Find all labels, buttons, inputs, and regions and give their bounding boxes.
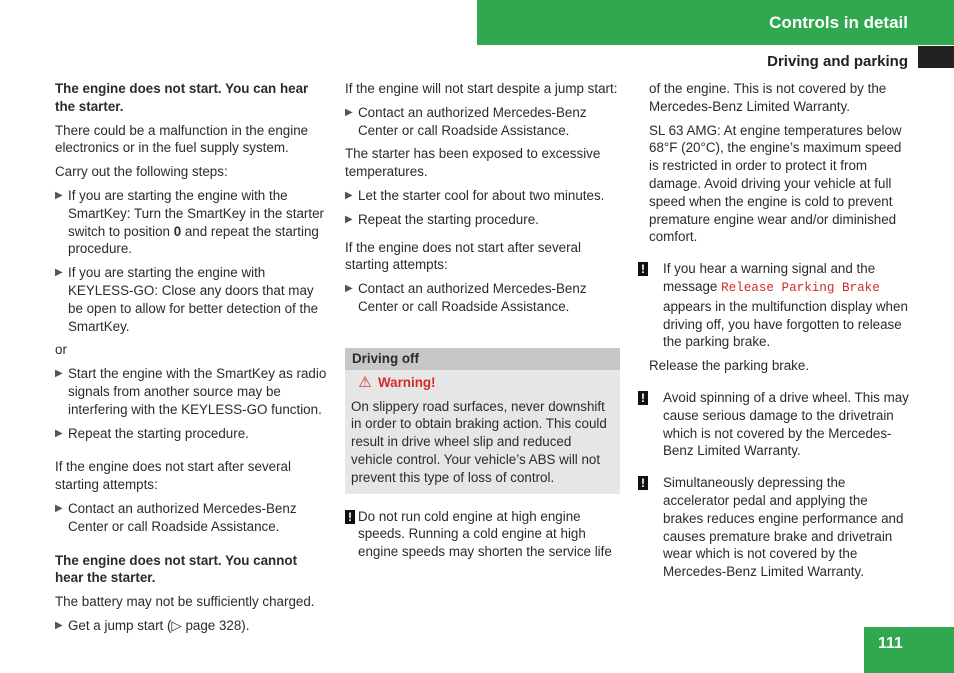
warning-text: On slippery road surfaces, never downshift in order to obtain braking action. This could result in drive wheel slip and reduced vehicle control. Your vehicle’s ABS will not prevent this type of loss of control. <box>351 398 607 485</box>
chapter-header <box>477 0 954 45</box>
page-number: 111 <box>864 627 954 673</box>
triangle-right-icon: ▶ <box>345 189 353 201</box>
paragraph: Release the parking brake. <box>649 358 810 374</box>
list-item: ▶ If you are starting the engine with the SmartKey: Turn the SmartKey in the starter switch to position 0 and repeat the starting procedure. <box>55 187 325 257</box>
triangle-right-icon: ▶ <box>345 106 353 118</box>
triangle-right-icon: ▶ <box>55 427 63 439</box>
list-item: ▶ Contact an authorized Mercedes-Benz Center or call Roadside Assistance. <box>55 500 297 534</box>
display-message: Release Parking Brake <box>721 280 880 295</box>
paragraph: The battery may not be sufficiently charged. <box>55 594 315 610</box>
section-title: Driving and parking <box>767 53 908 70</box>
triangle-right-icon: ▶ <box>55 267 63 279</box>
list-item: ▶ If you are starting the engine with KEYLESS-GO: Close any doors that may be open to allow for better detection of the SmartKey. <box>55 265 319 334</box>
note-item: ! If you hear a warning signal and the message Release Parking Brake appears in the multifunction display when driving off, you have forgotten to release the parking brake. <box>649 260 911 351</box>
list-item: ▶ Repeat the starting procedure. <box>345 211 539 227</box>
heading-starter-not-heard: The engine does not start. You cannot hear the starter. <box>55 552 298 586</box>
paragraph: If the engine does not start after several starting attempts: <box>55 459 291 493</box>
list-item: ▶ Let the starter cool for about two minutes. <box>345 187 605 203</box>
note-item: ! Simultaneously depressing the accelerator pedal and applying the brakes reduces engine performance and causes premature brake and drivetrain wear which is not covered by the Mercedes-Benz Limited Warranty. <box>649 474 911 581</box>
paragraph: If the engine will not start despite a jump start: <box>345 81 618 96</box>
triangle-right-icon: ▶ <box>55 619 63 631</box>
paragraph: or <box>55 342 67 358</box>
list-item: ▶ Repeat the starting procedure. <box>55 425 249 441</box>
chapter-title: Controls in detail <box>769 13 908 32</box>
note-item: ! Avoid spinning of a drive wheel. This may cause serious damage to the drivetrain which is not covered by the Mercedes-Benz Limited Warranty. <box>649 389 911 460</box>
triangle-right-icon: ▶ <box>55 368 63 380</box>
exclamation-icon: ! <box>638 476 648 490</box>
paragraph: SL 63 AMG: At engine temperatures below 68°F (20°C), the engine’s maximum speed is restricted in order to protect it from damage. Avoid driving your vehicle at full speed when the engine is cold to prevent premature engine wear and/or diminished comfort. <box>649 122 902 245</box>
warning-box: ⚠ Warning! On slippery road surfaces, never downshift in order to obtain braking action. This could result in drive wheel slip and reduced vehicle control. Your vehicle’s ABS will not prevent this type of loss of control. <box>345 370 620 494</box>
column-1 <box>55 80 328 641</box>
heading-starter-heard: The engine does not start. You can hear the starter. <box>55 81 309 114</box>
paragraph: Carry out the following steps: <box>55 164 228 180</box>
subheading-driving-off: Driving off <box>345 348 620 370</box>
list-item: ▶ Start the engine with the SmartKey as radio signals from another source may be interfering with the KEYLESS-GO function. <box>55 366 327 417</box>
paragraph: The starter has been exposed to excessive temperatures. <box>345 146 601 180</box>
exclamation-icon: ! <box>638 262 648 276</box>
list-item: ▶ Contact an authorized Mercedes-Benz Center or call Roadside Assistance. <box>345 281 587 314</box>
list-item <box>55 617 328 635</box>
list-item: ▶ Contact an authorized Mercedes-Benz Center or call Roadside Assistance. <box>345 104 587 138</box>
column-3 <box>641 80 911 587</box>
triangle-right-icon: ▶ <box>55 189 63 201</box>
warning-triangle-icon: ⚠ <box>358 373 372 391</box>
triangle-right-icon: ▶ <box>345 213 353 225</box>
paragraph: There could be a malfunction in the engine electronics or in the fuel supply system. <box>55 122 309 156</box>
triangle-right-icon: ▶ <box>55 502 63 514</box>
section-tab-marker <box>918 46 954 68</box>
column-2 <box>345 80 620 567</box>
exclamation-icon: ! <box>345 510 355 524</box>
triangle-right-icon: ▶ <box>345 283 353 295</box>
page-reference-link[interactable]: Get a jump start (▷ page 328). <box>68 617 250 633</box>
note-item: ! Do not run cold engine at high engine speeds. Running a cold engine at high engine speeds may shorten the service life <box>345 508 620 561</box>
exclamation-icon: ! <box>638 391 648 405</box>
paragraph: If the engine does not start after several starting attempts: <box>345 239 581 273</box>
paragraph: of the engine. This is not covered by the Mercedes-Benz Limited Warranty. <box>649 81 887 114</box>
